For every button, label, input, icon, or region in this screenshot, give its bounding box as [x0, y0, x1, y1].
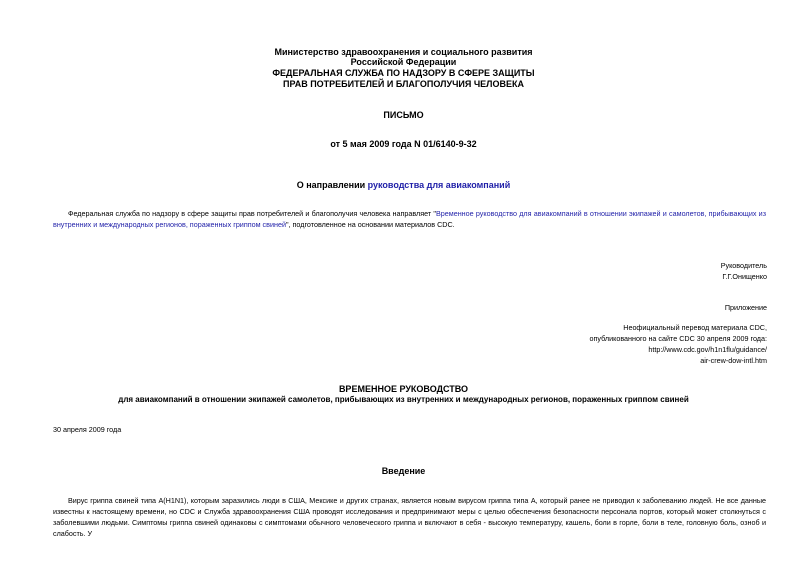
appendix-line1: Неофициальный перевод материала CDC, [623, 323, 767, 332]
subject-link[interactable]: руководства для авиакомпаний [367, 180, 511, 190]
intro-text-after: ", подготовленное на основании материалов CDC. [285, 220, 455, 229]
guidance-title: ВРЕМЕННОЕ РУКОВОДСТВО [338, 384, 469, 394]
intro-paragraph [53, 208, 766, 230]
guidance-date: 30 апреля 2009 года [53, 425, 122, 434]
signature-block [721, 260, 767, 282]
guidance-link[interactable]: Временное руководство для авиакомпаний в отношении экипажей и самолетов, прибывающих из внутренних и международных регионов, пораженных гриппом свиней [53, 209, 766, 229]
service-name-line1: ФЕДЕРАЛЬНАЯ СЛУЖБА ПО НАДЗОРУ В СФЕРЕ ЗАЩИТЫ [272, 68, 535, 78]
document-date-number: от 5 мая 2009 года N 01/6140-9-32 [330, 139, 477, 149]
appendix-source [590, 322, 767, 366]
appendix-url-line2: air-crew-dow-intl.htm [700, 356, 767, 365]
signature-name: Г.Г.Онищенко [722, 272, 767, 281]
appendix-line2: опубликованного на сайте CDC 30 апреля 2009 года: [589, 334, 767, 343]
appendix-url-line1: http://www.cdc.gov/h1n1flu/guidance/ [648, 345, 767, 354]
appendix-label: Приложение [724, 303, 767, 312]
intro-text-before: Федеральная служба по надзору в сфере защиты прав потребителей и благополучия человека направляет " [68, 209, 436, 218]
document-subject [0, 180, 807, 191]
subject-prefix: О направлении [296, 180, 368, 190]
service-name-line2: ПРАВ ПОТРЕБИТЕЛЕЙ И БЛАГОПОЛУЧИЯ ЧЕЛОВЕКА [283, 79, 524, 89]
guidance-subtitle: для авиакомпаний в отношении экипажей самолетов, прибывающих из внутренних и международных регионов, пораженных гриппом свиней [118, 395, 689, 404]
document-type: ПИСЬМО [383, 110, 424, 120]
section-title: Введение [381, 466, 426, 476]
body-paragraph: Вирус гриппа свиней типа A(H1N1), которым заразились люди в США, Мексике и других странах, является новым вирусом гриппа типа A, который ранее не приводил к заболеванию людей. Не все данные известны к настоящему времени, но CDC и Служба здравоохранения США проводят исследования и предпринимают меры с целью обеспечения безопасности персонала портов, который может столкнуться с заболевшими людьми. Симптомы гриппа свиней одинаковы с симптомами обычного человеческого гриппа и включают в себя - высокую температуру, кашель, боли в горле, боли в теле, головную боль, озноб и слабость. У [53, 496, 766, 538]
signature-title: Руководитель [720, 261, 767, 270]
country-name: Российской Федерации [350, 57, 457, 67]
ministry-name: Министерство здравоохранения и социального развития [274, 47, 533, 57]
